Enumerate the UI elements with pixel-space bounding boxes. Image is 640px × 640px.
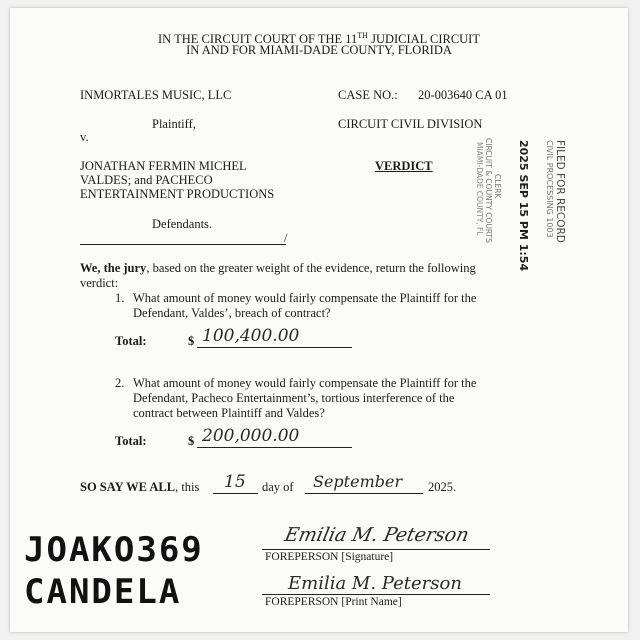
foreperson-printed-name: Emilia M. Peterson	[288, 573, 462, 594]
stamp-civil-processing: CIVIL PROCESSING 1003	[545, 140, 554, 238]
question-1-amount: 100,400.00	[202, 326, 300, 346]
stamp-county: MIAMI-DADE COUNTY, FL	[475, 142, 484, 236]
question-2-line3: contract between Plaintiff and Valdes?	[133, 406, 325, 420]
question-1-line1: What amount of money would fairly compensate the Plaintiff for the	[133, 291, 477, 305]
question-1-number: 1.	[115, 291, 125, 305]
question-2-amount-line	[197, 447, 352, 448]
question-1-line2: Defendant, Valdes’, breach of contract?	[133, 306, 331, 320]
question-2-total-label: Total:	[115, 434, 147, 448]
defendant-line2: VALDES; and PACHECO	[80, 173, 213, 187]
day-line	[213, 493, 258, 494]
day-value: 15	[224, 472, 246, 492]
question-2-number: 2.	[115, 376, 125, 390]
question-2-amount: 200,000.00	[202, 426, 300, 446]
question-1-total-label: Total:	[115, 334, 147, 348]
signature-label: FOREPERSON [Signature]	[265, 551, 394, 563]
caption-slash: /	[284, 231, 288, 245]
month-line	[305, 493, 423, 494]
stamp-date: 2025 SEP 15 PM 1:54	[517, 140, 530, 271]
question-2-currency: $	[188, 434, 195, 448]
closing-lead: SO SAY WE ALL, this	[80, 480, 200, 494]
print-name-label: FOREPERSON [Print Name]	[265, 596, 402, 608]
case-number: 20-003640 CA 01	[418, 88, 508, 102]
plaintiff-role: Plaintiff,	[152, 117, 196, 131]
day-of-text: day of	[262, 480, 294, 494]
question-2-line2: Defendant, Pacheco Entertainment’s, tortious interference of the	[133, 391, 455, 405]
intro-line2: verdict:	[80, 276, 119, 290]
caption-rule	[80, 244, 286, 245]
question-1-currency: $	[188, 334, 195, 348]
document-title: VERDICT	[375, 159, 433, 173]
month-value: September	[313, 472, 403, 491]
stamp-courts: CIRCUIT & COUNTY COURTS	[484, 138, 493, 243]
intro-line1: We, the jury, based on the greater weight of the evidence, return the following	[80, 261, 476, 275]
verdict-page	[10, 8, 628, 632]
court-heading-line1: IN THE CIRCUIT COURT OF THE 11TH JUDICIAL CIRCUIT	[158, 31, 480, 47]
stamp-clerk: CLERK	[493, 174, 502, 199]
versus: v.	[80, 130, 89, 144]
question-1-amount-line	[197, 347, 352, 348]
question-2-line1: What amount of money would fairly compensate the Plaintiff for the	[133, 376, 477, 390]
defendant-line3: ENTERTAINMENT PRODUCTIONS	[80, 187, 275, 201]
defendant-role: Defendants.	[152, 217, 213, 231]
year-text: 2025.	[428, 480, 457, 494]
foreperson-signature: Emilia M. Peterson	[282, 524, 471, 546]
plaintiff-name: INMORTALES MUSIC, LLC	[80, 88, 232, 102]
case-number-label: CASE NO.:	[338, 88, 398, 102]
division: CIRCUIT CIVIL DIVISION	[338, 117, 483, 131]
watermark-line2: CANDELA	[24, 572, 182, 612]
watermark-line1: JOAKO369	[24, 530, 204, 570]
court-heading-line2: IN AND FOR MIAMI-DADE COUNTY, FLORIDA	[186, 43, 452, 57]
defendant-line1: JONATHAN FERMIN MICHEL	[80, 159, 247, 173]
stamp-filed: FILED FOR RECORD	[554, 140, 566, 243]
filing-stamp	[458, 136, 570, 271]
